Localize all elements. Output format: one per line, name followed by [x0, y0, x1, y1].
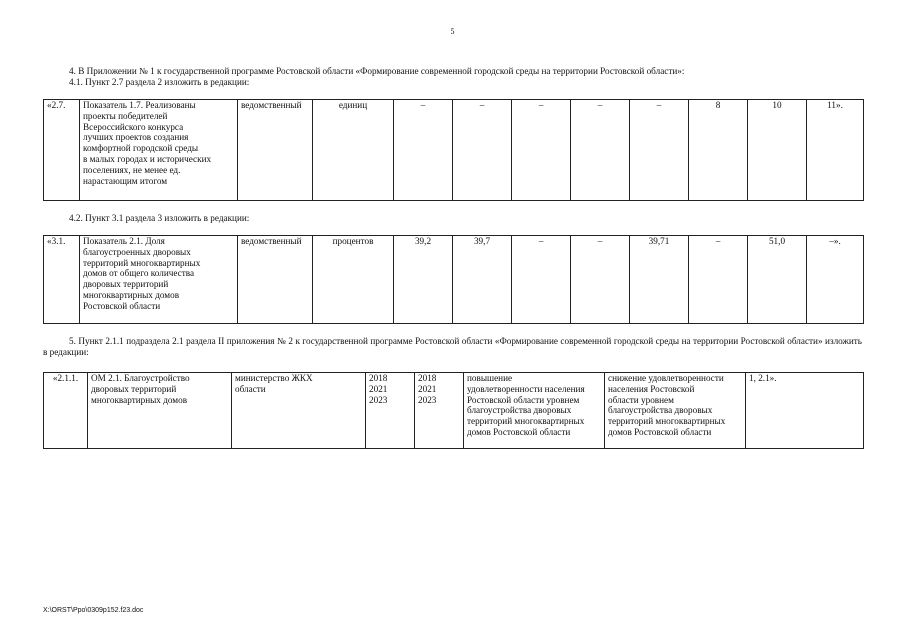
- cell-executor: министерство ЖКХ области: [232, 373, 366, 449]
- table-measure-2-1-1: [43, 372, 864, 449]
- cell-number: «2.7.: [44, 100, 80, 201]
- paragraph-5: 5. Пункт 2.1.1 подраздела 2.1 раздела II приложения № 2 к государственной программе Ростовской области «Формирование современной городской среды на территории Ростовской области» изложить в редакции:: [43, 336, 862, 357]
- cell-value: 11».: [807, 100, 864, 201]
- paragraph-4-1: 4.1. Пункт 2.7 раздела 2 изложить в редакции:: [69, 77, 250, 87]
- cell-value: 8: [689, 100, 748, 201]
- cell-value: –: [630, 100, 689, 201]
- cell-consequences: снижение удовлетворенности населения Ростовской области уровнем благоустройства дворовых территорий многоквартирных домов Ростовской области: [605, 373, 746, 449]
- table-row: [44, 100, 864, 201]
- cell-related-indicators: 1, 2.1».: [746, 373, 864, 449]
- cell-value: –: [689, 236, 748, 324]
- cell-unit: процентов: [313, 236, 394, 324]
- table-indicator-2-7: [43, 99, 864, 201]
- paragraph-4: 4. В Приложении № 1 к государственной программе Ростовской области «Формирование современной городской среды на территории Ростовской области»:: [69, 66, 685, 76]
- cell-value: 39,2: [394, 236, 453, 324]
- cell-measure: ОМ 2.1. Благоустройство дворовых территорий многоквартирных домов: [88, 373, 232, 449]
- cell-start-years: 2018 2021 2023: [366, 373, 415, 449]
- cell-indicator: Показатель 2.1. Доля благоустроенных дворовых территорий многоквартирных домов от общего количества дворовых территорий многоквартирных домов Ростовской области: [80, 236, 238, 324]
- cell-value: 51,0: [748, 236, 807, 324]
- cell-value: –: [571, 236, 630, 324]
- paragraph-4-2: 4.2. Пункт 3.1 раздела 3 изложить в редакции:: [69, 213, 250, 223]
- page-number: 5: [450, 27, 455, 36]
- cell-number: «2.1.1.: [44, 373, 88, 449]
- cell-value: –: [512, 100, 571, 201]
- cell-unit: единиц: [313, 100, 394, 201]
- cell-value: –: [571, 100, 630, 201]
- cell-value: 10: [748, 100, 807, 201]
- cell-value: 39,71: [630, 236, 689, 324]
- cell-expected-result: повышение удовлетворенности населения Ростовской области уровнем благоустройства дворовых территорий многоквартирных домов Ростовской области: [464, 373, 605, 449]
- cell-end-years: 2018 2021 2023: [415, 373, 464, 449]
- cell-type: ведомственный: [238, 100, 313, 201]
- cell-value: –».: [807, 236, 864, 324]
- cell-value: –: [453, 100, 512, 201]
- table-row: [44, 236, 864, 324]
- cell-value: –: [394, 100, 453, 201]
- table-indicator-3-1: [43, 235, 864, 324]
- cell-value: 39,7: [453, 236, 512, 324]
- cell-value: –: [512, 236, 571, 324]
- file-path-footer: X:\ORST\Ppo\0309p152.f23.doc: [43, 607, 144, 614]
- cell-number: «3.1.: [44, 236, 80, 324]
- cell-type: ведомственный: [238, 236, 313, 324]
- cell-indicator: Показатель 1.7. Реализованы проекты победителей Всероссийского конкурса лучших проектов создания комфортной городской среды в малых городах и исторических поселениях, не менее ед. нарастающим итогом: [80, 100, 238, 201]
- table-row: [44, 373, 864, 449]
